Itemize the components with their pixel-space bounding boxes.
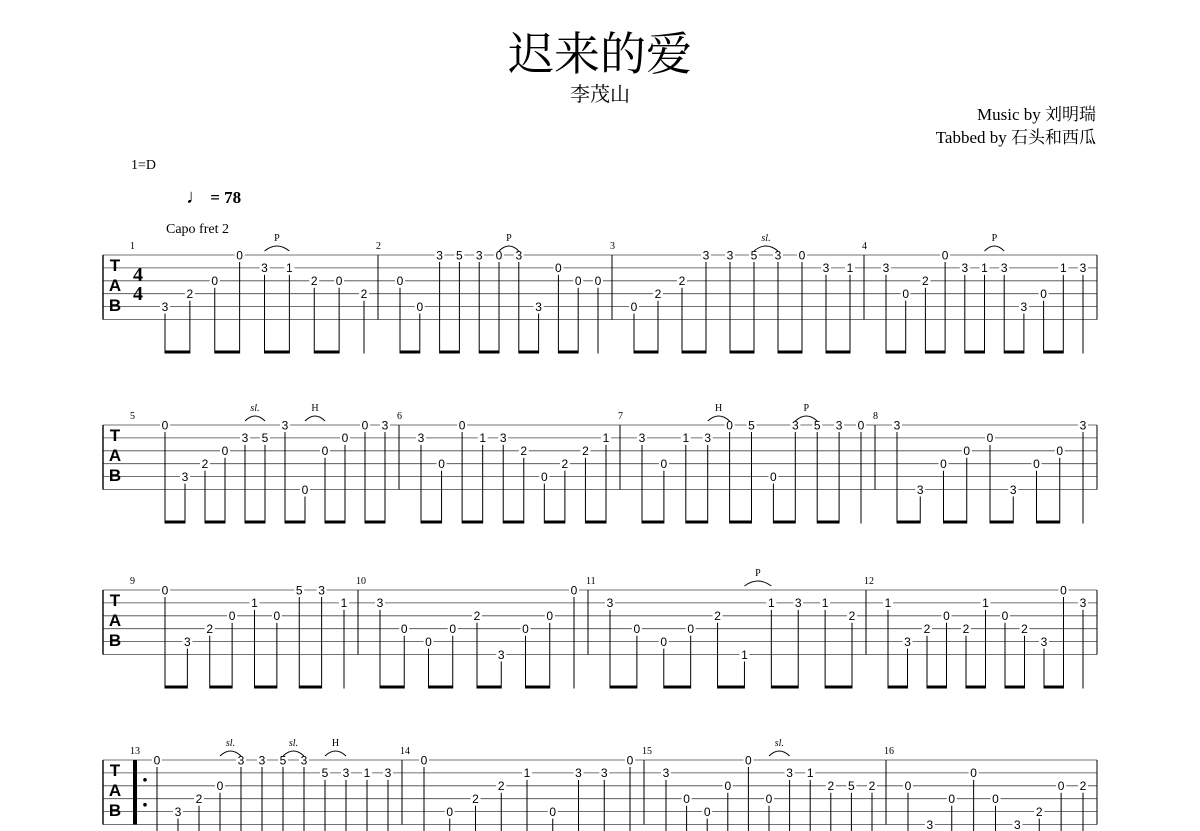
technique-label: P [755,568,761,579]
fret-number: 0 [161,583,169,598]
fret-number: 2 [561,457,569,471]
fret-number: 0 [273,609,281,624]
fret-number: 0 [211,274,219,289]
technique-label: P [506,233,512,244]
eighth-beam [544,521,565,524]
fret-number: 2 [206,622,214,636]
eighth-beam [479,351,499,354]
fret-number: 2 [310,274,318,289]
fret-number: 5 [321,766,329,781]
fret-number: 1 [846,261,854,276]
fret-number: 1 [523,766,531,781]
fret-number: 3 [475,248,483,263]
fret-number: 0 [1040,287,1047,301]
measure-number: 1 [130,241,135,252]
fret-number: 3 [241,431,249,446]
fret-number: 0 [1060,583,1067,598]
technique-label: P [991,233,998,244]
fret-number: 0 [904,779,912,794]
fret-number: 3 [1079,418,1087,433]
fret-number: 0 [153,753,161,768]
fret-number: 3 [786,766,793,781]
eighth-beam [1037,521,1060,524]
fret-number: 3 [436,248,443,263]
tab-letter-a: A [108,781,122,800]
fret-number: 1 [340,596,348,611]
fret-number: 3 [342,766,350,781]
fret-number: 3 [1009,482,1017,497]
fret-number: 2 [473,609,481,624]
fret-number: 0 [992,792,999,806]
fret-number: 0 [425,634,432,649]
repeat-dot [143,803,147,807]
fret-number: 1 [479,431,487,446]
eighth-beam [888,686,908,689]
technique-label: sl. [225,738,236,749]
fret-number: 0 [765,792,773,806]
fret-number: 3 [1000,261,1008,276]
fret-number: 3 [300,753,308,768]
eighth-beam [165,351,190,354]
fret-number: 3 [515,248,523,263]
measure-number: 2 [376,241,381,252]
technique-slur [325,751,346,756]
fret-number: 5 [456,248,463,263]
technique-label: sl. [288,738,299,749]
fret-number: 2 [472,792,479,806]
eighth-beam [255,686,277,689]
tempo-value: = 78 [210,188,242,207]
technique-slur [245,416,265,421]
fret-number: 1 [682,431,690,446]
tab-letter-b: B [108,631,122,650]
eighth-beam [944,521,967,524]
fret-number: 0 [396,274,404,289]
fret-number: 2 [654,287,662,301]
eighth-beam [314,351,339,354]
fret-number: 1 [767,596,775,611]
fret-number: 0 [941,248,949,263]
fret-number: 3 [774,248,782,263]
tab-letter-b: B [108,296,122,315]
eighth-beam [771,686,798,689]
fret-number: 3 [161,299,169,314]
eighth-beam [503,521,524,524]
fret-number: 3 [381,418,389,433]
fret-number: 0 [321,444,329,459]
key-signature: 1=D [131,158,157,173]
tab-letter-a: A [108,276,122,295]
fret-number: 5 [813,418,821,433]
eighth-beam [1044,686,1064,689]
fret-number: 0 [963,444,971,459]
eighth-beam [927,686,947,689]
measure-number: 12 [864,576,874,587]
eighth-beam [1044,351,1064,354]
song-title: 迟来的爱 [508,27,692,81]
fret-number: 0 [594,274,602,289]
technique-slur [305,416,325,421]
fret-number: 1 [981,261,988,276]
fret-number: 0 [400,622,408,636]
fret-number: 2 [923,622,931,636]
fret-number: 0 [449,622,457,636]
measure-number: 11 [586,576,596,587]
measure-number: 5 [130,411,135,422]
eighth-beam [440,351,460,354]
technique-label: sl. [250,403,260,414]
fret-number: 0 [341,431,349,446]
fret-number: 0 [626,753,634,768]
time-signature-digit: 4 [133,264,143,286]
fret-number: 3 [174,804,182,819]
fret-number: 0 [540,469,548,484]
eighth-beam [526,686,550,689]
measure-number: 4 [862,241,867,252]
fret-number: 3 [181,469,189,484]
tab-letter-a: A [108,611,122,630]
measure-number: 15 [642,746,652,757]
fret-number: 0 [986,431,994,446]
fret-number: 0 [495,248,503,263]
fret-number: 3 [1020,299,1028,314]
fret-number: 3 [638,431,646,446]
fret-number: 3 [822,261,830,276]
fret-number: 3 [1040,634,1048,649]
fret-number: 3 [926,817,934,831]
fret-number: 3 [499,431,507,446]
eighth-beam [966,686,986,689]
fret-number: 3 [376,596,384,611]
fret-number: 0 [549,804,557,819]
eighth-beam [285,521,305,524]
fret-number: 3 [1079,261,1087,276]
fret-number: 0 [857,418,865,433]
fret-number: 0 [660,457,668,471]
eighth-beam [519,351,539,354]
eighth-beam [1004,351,1024,354]
fret-number: 0 [1056,444,1064,459]
fret-number: 3 [791,418,799,433]
measure-number: 9 [130,576,135,587]
technique-slur [769,751,790,756]
fret-number: 0 [574,274,582,289]
measure-number: 13 [130,746,140,757]
eighth-beam [642,521,664,524]
time-signature-digit: 4 [133,283,143,305]
fret-number: 3 [704,431,712,446]
music-credit: Music by 刘明瑞 [977,105,1096,124]
measure-number: 14 [400,746,410,757]
measure-number: 7 [618,411,623,422]
artist-name: 李茂山 [570,82,630,106]
fret-number: 2 [922,274,929,289]
eighth-beam [299,686,321,689]
eighth-beam [165,521,185,524]
fret-number: 0 [438,457,445,471]
fret-number: 2 [714,609,721,624]
eighth-beam [1005,686,1025,689]
eighth-beam [682,351,706,354]
fret-number: 5 [295,583,303,598]
eighth-beam [210,686,232,689]
fret-number: 0 [361,418,369,433]
eighth-beam [925,351,945,354]
fret-number: 5 [748,418,755,433]
fret-number: 2 [201,457,209,471]
fret-number: 5 [848,779,855,794]
fret-number: 0 [724,779,732,794]
technique-label: sl. [774,738,784,749]
fret-number: 3 [417,431,425,446]
eighth-beam [165,686,187,689]
fret-number: 3 [318,583,325,598]
eighth-beam [400,351,420,354]
fret-number: 2 [186,287,194,301]
fret-number: 1 [1059,261,1067,276]
technique-label: P [274,233,280,244]
fret-number: 0 [1033,457,1040,471]
fret-number: 3 [237,753,245,768]
tab-letter-a: A [108,446,122,465]
repeat-dot [143,778,147,782]
eighth-beam [990,521,1013,524]
fret-number: 0 [745,753,752,768]
fret-number: 0 [522,622,529,636]
eighth-beam [610,686,637,689]
fret-number: 3 [384,766,392,781]
eighth-beam [585,521,606,524]
fret-number: 3 [535,299,542,314]
measure-number: 8 [873,411,878,422]
fret-number: 3 [600,766,608,781]
fret-number: 3 [606,596,614,611]
fret-number: 2 [678,274,686,289]
fret-number: 2 [868,779,876,794]
eighth-beam [686,521,708,524]
fret-number: 3 [1079,596,1087,611]
eighth-beam [205,521,225,524]
fret-number: 3 [961,261,969,276]
fret-number: 0 [420,753,428,768]
fret-number: 0 [335,274,343,289]
fret-number: 0 [630,299,638,314]
fret-number: 3 [1014,817,1021,831]
fret-number: 1 [982,596,989,611]
measure-number: 10 [356,576,366,587]
fret-number: 0 [683,792,690,806]
fret-number: 2 [582,444,589,459]
fret-number: 0 [943,609,950,624]
fret-number: 1 [741,647,748,662]
technique-slur [744,581,771,586]
fret-number: 5 [750,248,758,263]
eighth-beam [215,351,240,354]
fret-number: 3 [662,766,670,781]
technique-label: H [715,403,723,414]
eighth-beam [730,351,754,354]
fret-number: 3 [904,634,911,649]
eighth-beam [773,521,795,524]
fret-number: 0 [948,792,956,806]
fret-number: 0 [902,287,910,301]
fret-number: 0 [940,457,947,471]
repeat-start-thick-bar [133,760,137,825]
eighth-beam [429,686,453,689]
eighth-beam [380,686,404,689]
fret-number: 1 [806,766,814,781]
fret-number: 3 [184,634,191,649]
measure-number: 6 [397,411,402,422]
fret-number: 2 [1021,622,1028,636]
fret-number: 3 [702,248,710,263]
eighth-beam [826,351,850,354]
eighth-beam [634,351,658,354]
eighth-beam [886,351,906,354]
fret-number: 3 [261,261,268,276]
eighth-beam [421,521,442,524]
fret-number: 3 [835,418,843,433]
fret-number: 0 [703,804,711,819]
eighth-beam [325,521,345,524]
eighth-beam [664,686,691,689]
fret-number: 0 [660,634,668,649]
fret-number: 0 [798,248,806,263]
fret-number: 3 [893,418,901,433]
eighth-beam [730,521,752,524]
capo-label: Capo fret 2 [166,222,229,237]
fret-number: 0 [228,609,236,624]
fret-number: 2 [195,792,203,806]
fret-number: 2 [1079,779,1087,794]
fret-number: 0 [458,418,466,433]
tab-credit: Tabbed by 石头和西瓜 [935,128,1096,147]
technique-label: P [803,403,810,414]
technique-label: sl. [761,233,771,244]
technique-label: H [331,738,340,749]
fret-number: 0 [770,469,777,484]
fret-number: 5 [279,753,287,768]
fret-number: 2 [848,609,856,624]
fret-number: 3 [726,248,734,263]
fret-number: 2 [360,287,368,301]
fret-number: 0 [216,779,224,794]
eighth-beam [897,521,920,524]
fret-number: 0 [726,418,733,433]
fret-number: 0 [161,418,169,433]
fret-number: 2 [962,622,970,636]
fret-number: 0 [687,622,695,636]
eighth-beam [365,521,385,524]
fret-number: 0 [1001,609,1009,624]
fret-number: 0 [236,248,243,263]
tab-letter-t: T [109,761,121,780]
fret-number: 2 [520,444,528,459]
fret-number: 0 [633,622,641,636]
fret-number: 3 [497,647,505,662]
fret-number: 1 [286,261,293,276]
fret-number: 0 [446,804,454,819]
measure-number: 16 [884,746,894,757]
fret-number: 0 [970,766,977,781]
fret-number: 0 [546,609,554,624]
tab-letter-t: T [109,256,121,275]
eighth-beam [462,521,483,524]
fret-number: 1 [363,766,371,781]
fret-number: 3 [882,261,890,276]
measure-number: 3 [610,241,615,252]
fret-number: 1 [251,596,258,611]
fret-number: 1 [602,431,610,446]
eighth-beam [265,351,290,354]
eighth-beam [477,686,501,689]
tab-letter-t: T [109,591,121,610]
fret-number: 2 [497,779,505,794]
technique-slur [265,246,290,251]
eighth-beam [718,686,745,689]
eighth-beam [558,351,578,354]
fret-number: 0 [555,261,562,276]
fret-number: 2 [827,779,835,794]
fret-number: 0 [1057,779,1065,794]
eighth-beam [965,351,985,354]
tab-letter-t: T [109,426,121,445]
fret-number: 0 [301,482,309,497]
fret-number: 1 [821,596,829,611]
fret-number: 2 [1035,804,1043,819]
eighth-beam [825,686,852,689]
eighth-beam [245,521,265,524]
fret-number: 3 [258,753,266,768]
fret-number: 1 [884,596,892,611]
fret-number: 5 [261,431,269,446]
fret-number: 3 [916,482,924,497]
fret-number: 3 [575,766,582,781]
tab-letter-b: B [108,466,122,485]
eighth-beam [817,521,839,524]
fret-number: 3 [794,596,802,611]
quarter-note-icon: ♩ [186,186,206,208]
tab-letter-b: B [108,801,122,820]
technique-slur [985,246,1005,251]
fret-number: 0 [416,299,424,314]
fret-number: 0 [221,444,229,459]
fret-number: 0 [570,583,578,598]
technique-label: H [311,403,319,414]
eighth-beam [778,351,802,354]
fret-number: 3 [281,418,289,433]
